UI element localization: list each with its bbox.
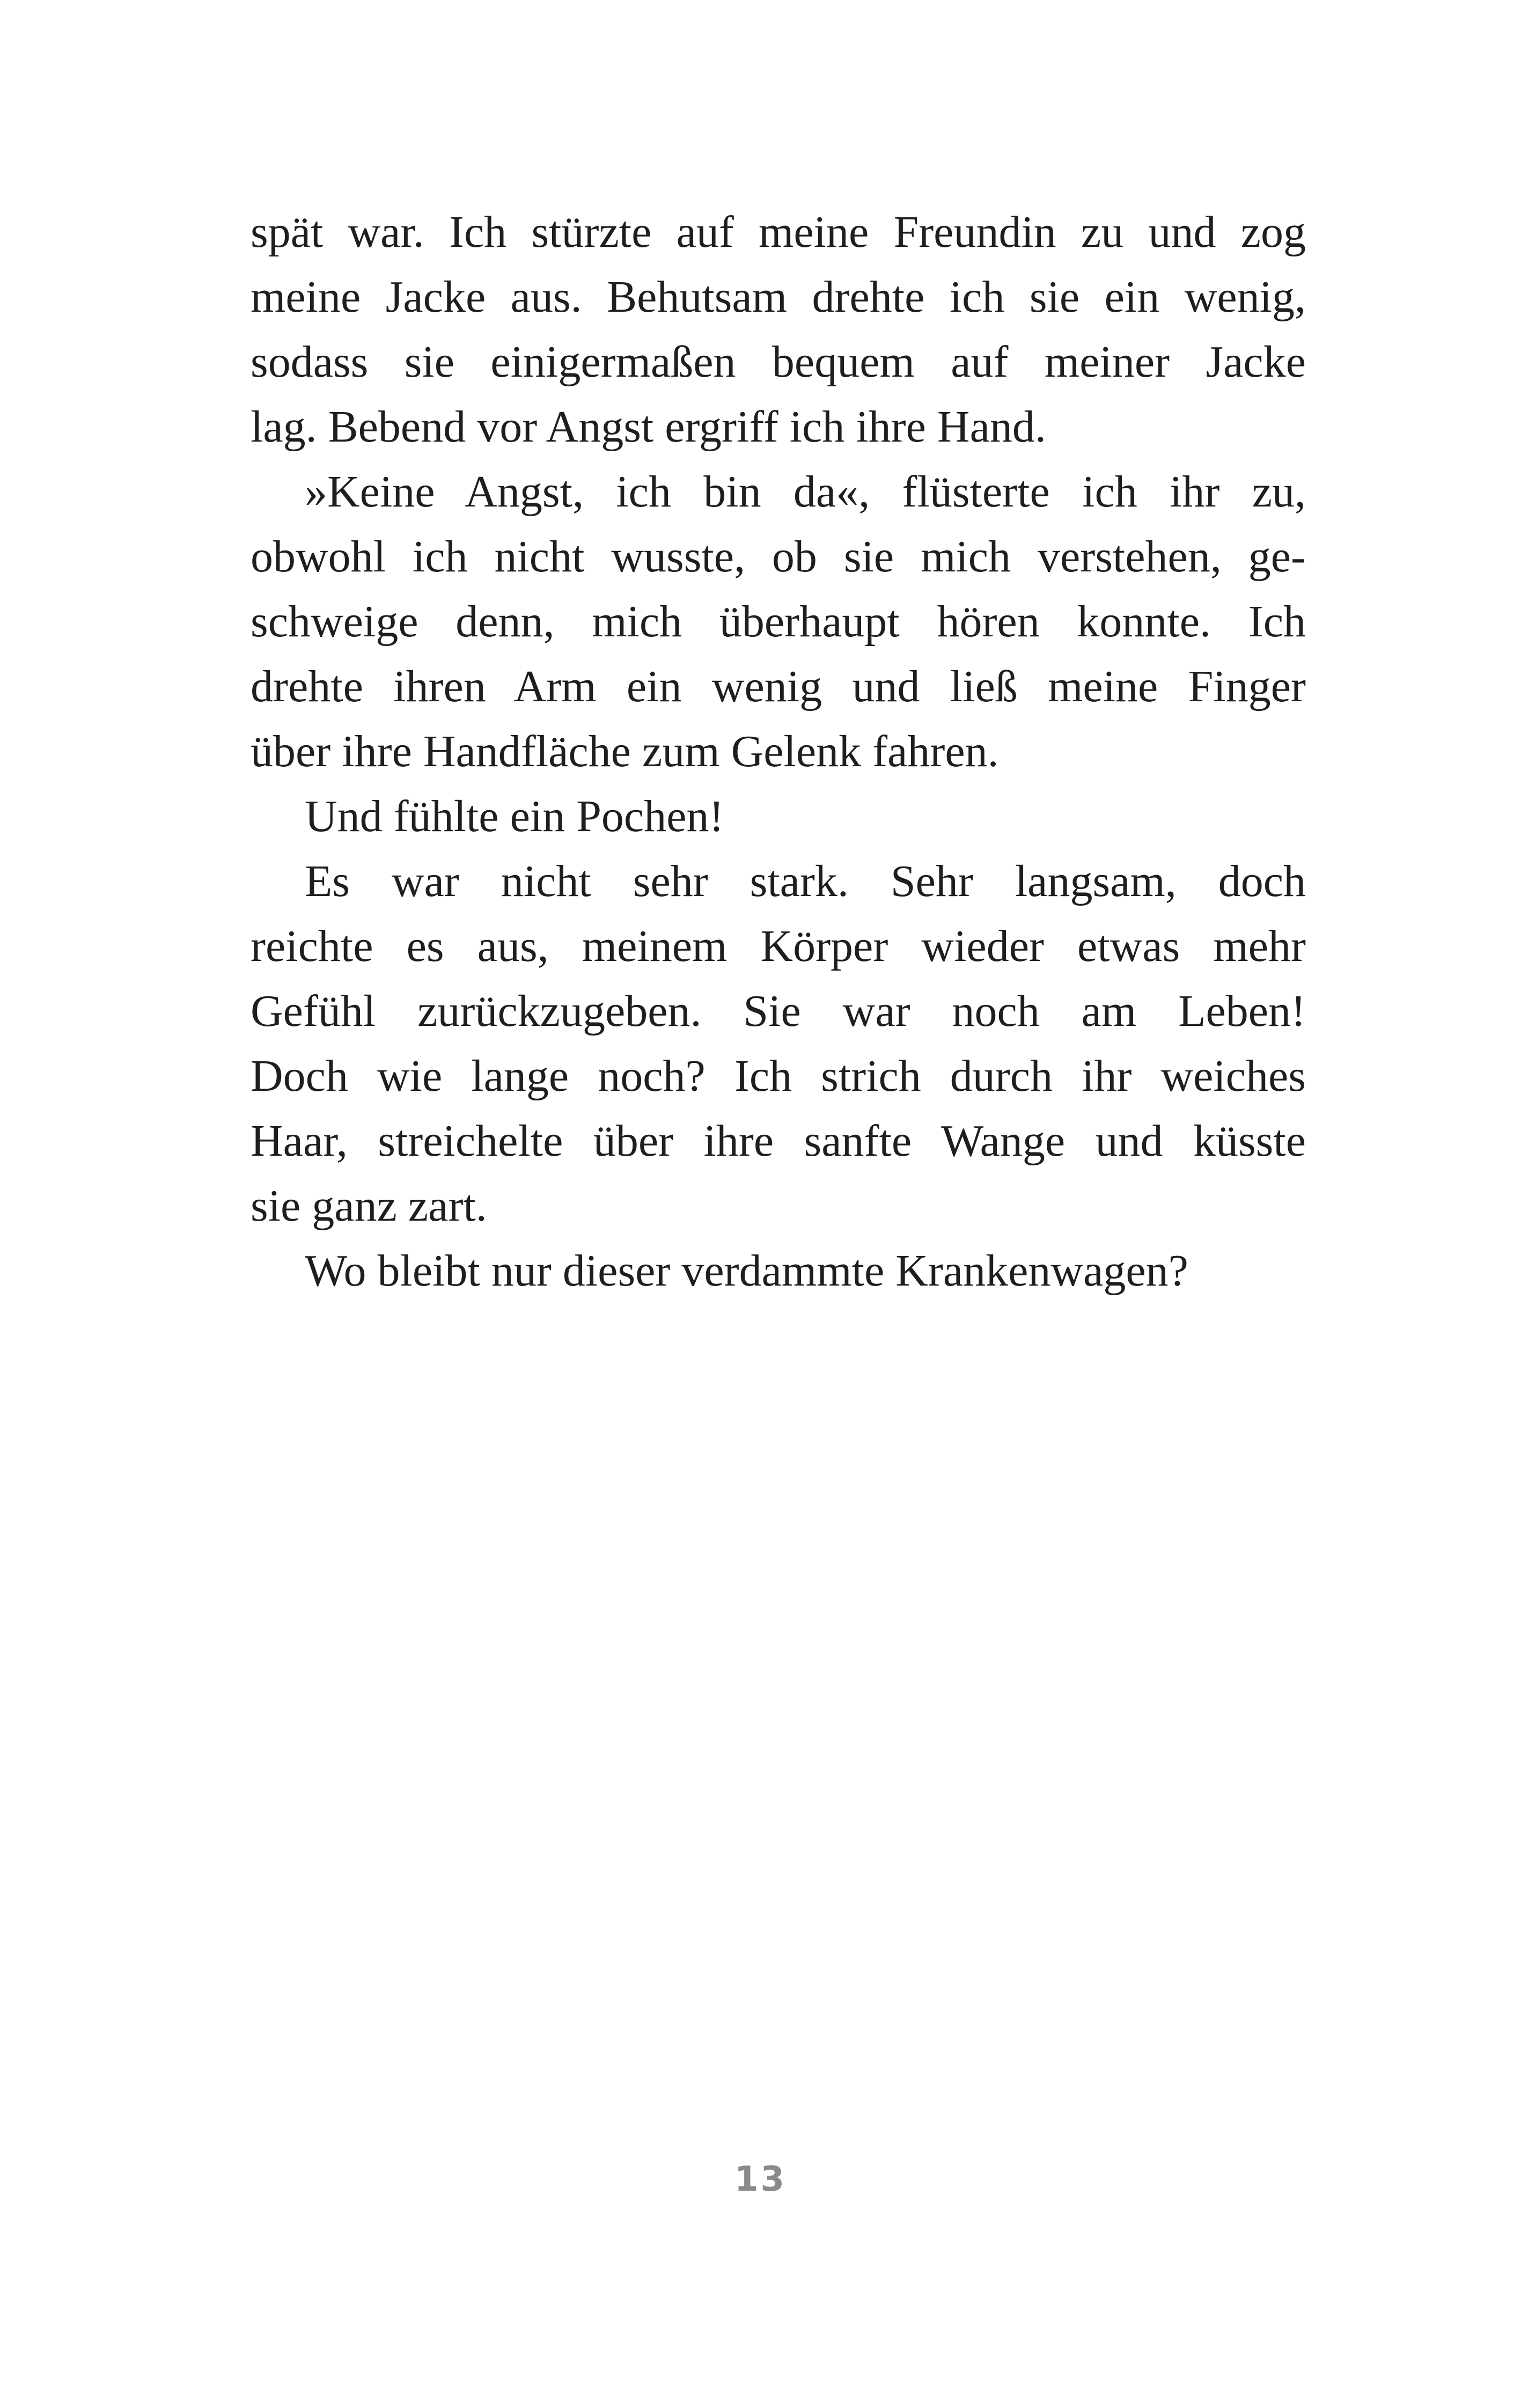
- text-line: Und fühlte ein Pochen!: [305, 791, 724, 841]
- text-line: reichte es aus, meinem Körper wieder etwas mehr: [251, 921, 1306, 971]
- text-line: »Keine Angst, ich bin da«, flüsterte ich ihr zu,: [305, 467, 1306, 517]
- text-line: meine Jacke aus. Behutsam drehte ich sie ein wenig,: [251, 272, 1306, 322]
- text-line: spät war. Ich stürzte auf meine Freundin zu und zog: [251, 207, 1306, 257]
- text-line: sie ganz zart.: [251, 1181, 487, 1231]
- text-line: lag. Bebend vor Angst ergriff ich ihre Hand.: [251, 402, 1046, 452]
- text-line: Haar, streichelte über ihre sanfte Wange und küsste: [251, 1116, 1306, 1166]
- text-line: Doch wie lange noch? Ich strich durch ihr weiches: [251, 1051, 1306, 1101]
- text-line: Wo bleibt nur dieser verdammte Krankenwagen?: [305, 1246, 1188, 1296]
- text-line: drehte ihren Arm ein wenig und ließ meine Finger: [251, 662, 1306, 711]
- page-number: 13: [734, 2160, 787, 2199]
- text-line: schweige denn, mich überhaupt hören konnte. Ich: [251, 597, 1306, 647]
- text-line: obwohl ich nicht wusste, ob sie mich verstehen, ge-: [251, 532, 1306, 582]
- text-line: Gefühl zurückzugeben. Sie war noch am Leben!: [251, 986, 1306, 1036]
- body-text: [251, 200, 1306, 1303]
- text-line: sodass sie einigermaßen bequem auf meiner Jacke: [251, 337, 1306, 387]
- text-line: über ihre Handfläche zum Gelenk fahren.: [251, 726, 999, 776]
- text-line: Es war nicht sehr stark. Sehr langsam, doch: [305, 856, 1306, 906]
